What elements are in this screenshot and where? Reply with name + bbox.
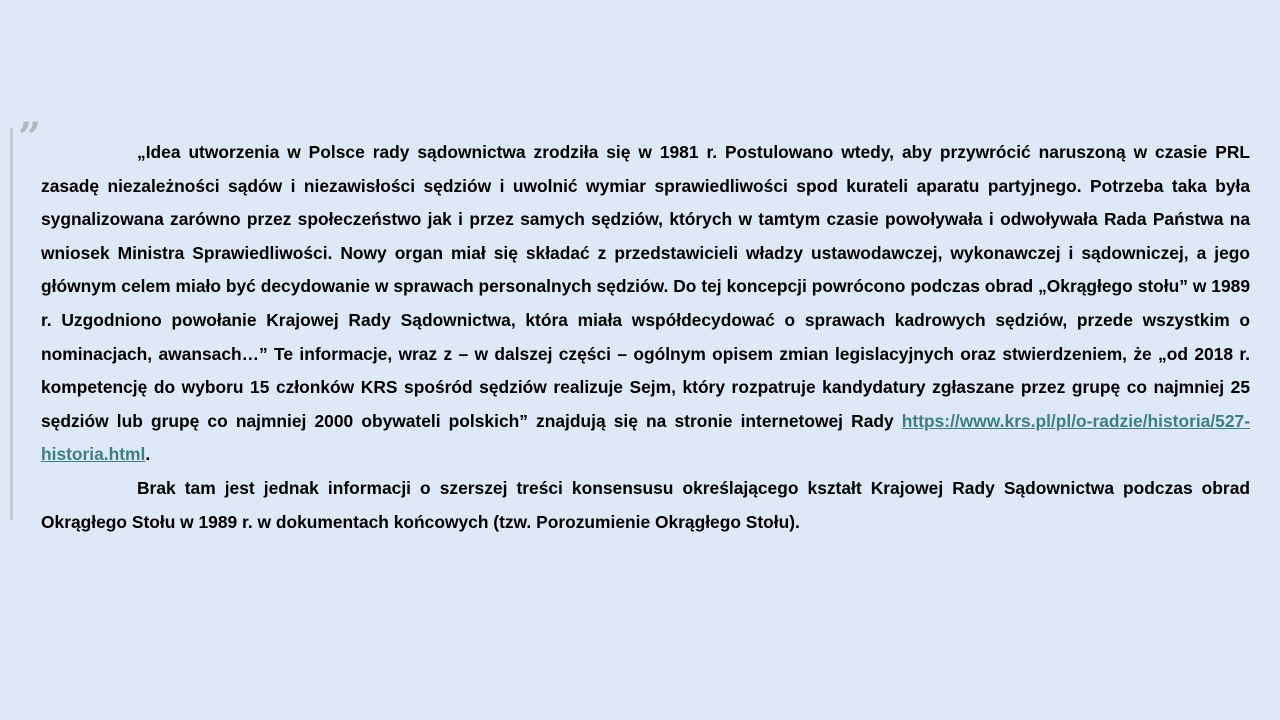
quote-text-block (41, 136, 1250, 539)
paragraph-1-text: „Idea utworzenia w Polsce rady sądownictwa zrodziła się w 1981 r. Postulowano wtedy, aby przywrócić naruszoną w czasie PRL zasadę niezależności sądów i niezawisłości sędziów i uwolnić wymiar sprawiedliwości spod kurateli aparatu partyjnego. Potrzeba taka była sygnalizowana zarówno przez społeczeństwo jak i przez samych sędziów, których w tamtym czasie powoływała i odwoływała Rada Państwa na wniosek Ministra Sprawiedliwości. Nowy organ miał się składać z przedstawicieli władzy ustawodawczej, wykonawczej i sądowniczej, a jego głównym celem miało być decydowanie w sprawach personalnych sędziów. Do tej koncepcji powrócono podczas obrad „Okrągłego stołu” w 1989 r. Uzgodniono powołanie Krajowej Rady Sądownictwa, która miała współdecydować o sprawach kadrowych sędziów, przede wszystkim o nominacjach, awansach…” Te informacje, wraz z – w dalszej części – ogólnym opisem zmian legislacyjnych oraz stwierdzeniem, że „od 2018 r. kompetencję do wyboru 15 członków KRS spośród sędziów realizuje Sejm, który rozpatruje kandydatury zgłaszane przez grupę co najmniej 25 sędziów lub grupę co najmniej 2000 obywateli polskich” znajdują się na stronie internetowej Rady (41, 142, 1250, 431)
krs-history-link[interactable]: https://www.krs.pl/pl/o-radzie/historia/527-historia.html (41, 410, 1250, 465)
paragraph-2: Brak tam jest jednak informacji o szerszej treści konsensusu określającego kształt Krajowej Rady Sądownictwa podczas obrad Okrągłego Stołu w 1989 r. w dokumentach końcowych (tzw. Porozumienie Okrągłego Stołu). (41, 477, 1250, 532)
quote-bar (10, 128, 13, 520)
paragraph-1 (41, 136, 1250, 472)
paragraph-1-end: . (145, 444, 151, 465)
quote-mark-icon: ” (18, 114, 40, 161)
